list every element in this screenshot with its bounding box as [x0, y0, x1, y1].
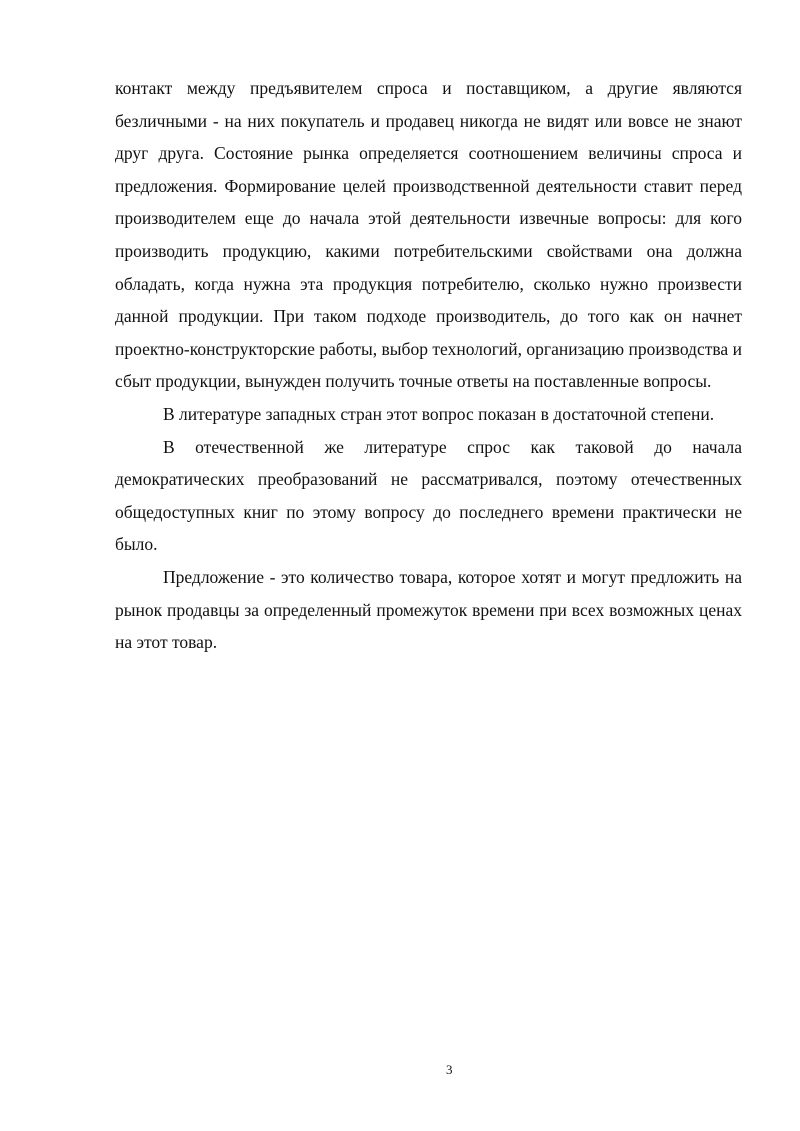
- paragraph-3: В отечественной же литературе спрос как таковой до начала демократических преобразований не рассматривался, поэтому отечественных общедоступных книг по этому вопросу до последнего времени практически не было.: [115, 436, 742, 555]
- paragraph-1: контакт между предъявителем спроса и поставщиком, а другие являются безличными - на них покупатель и продавец никогда не видят или вовсе не знают друг друга. Состояние рынка определяется соотношением величины спроса и предложения. Формирование целей производственной деятельности ставит перед производителем еще до начала этой деятельности извечные вопросы: для кого производить продукцию, какими потребительскими свойствами она должна обладать, когда нужна эта продукция потребителю, сколько нужно произвести данной продукции. При таком подходе производитель, до того как он начнет проектно-конструкторские работы, выбор технологий, организацию производства и сбыт продукции, вынужден получить точные ответы на поставленные вопросы.: [115, 78, 742, 392]
- page-number: 3: [446, 1062, 453, 1077]
- body-text: [115, 72, 742, 659]
- paragraph-4: Предложение - это количество товара, которое хотят и могут предложить на рынок продавцы за определенный промежуток времени при всех возможных ценах на этот товар.: [115, 566, 742, 653]
- paragraph-2: В литературе западных стран этот вопрос показан в достаточной степени.: [163, 403, 715, 424]
